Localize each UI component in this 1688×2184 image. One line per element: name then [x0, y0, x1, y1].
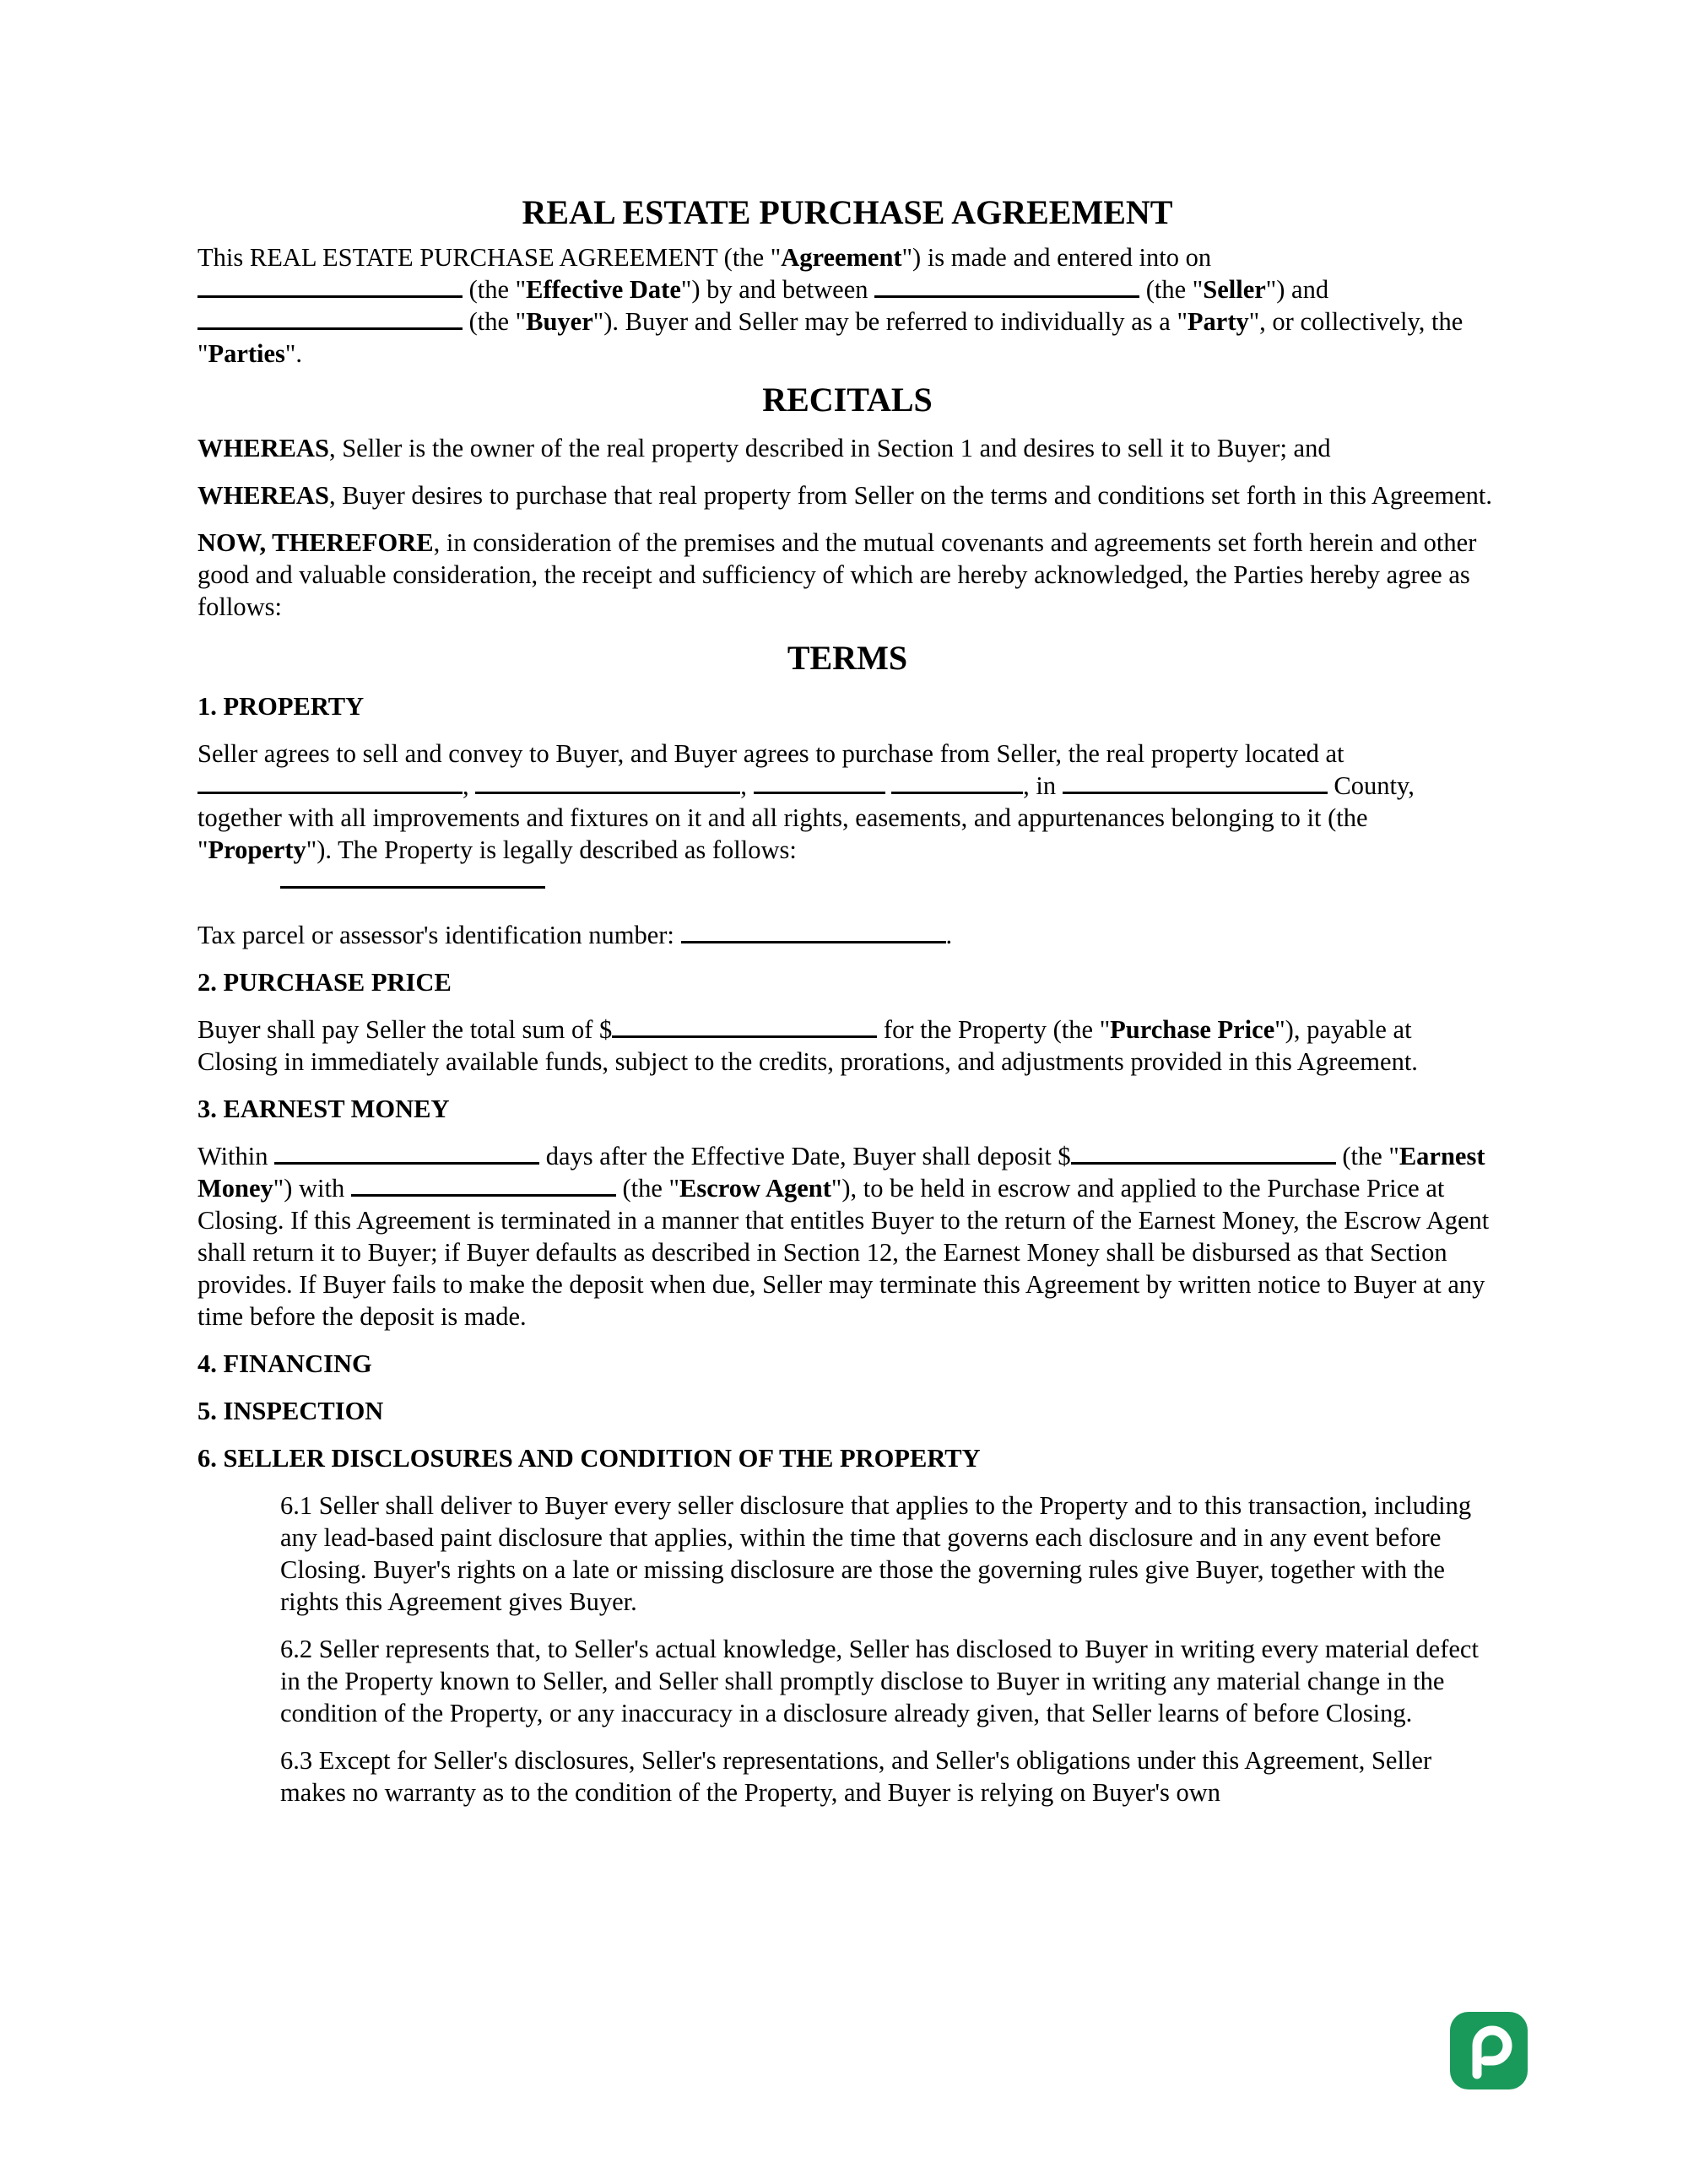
street-address-blank[interactable]	[197, 787, 463, 794]
recitals-heading: RECITALS	[762, 381, 933, 419]
term-earnest-money: Earnest Money	[197, 1142, 1485, 1203]
section-1-body	[197, 738, 1497, 866]
section-text: Tax parcel or assessor's identification number:	[197, 921, 681, 949]
section-text: (the "	[615, 1174, 680, 1203]
section-4-heading	[197, 1348, 1497, 1380]
section-6-heading	[197, 1442, 1497, 1474]
pandadoc-logo-icon	[1450, 2012, 1528, 2089]
section-1-heading	[197, 690, 1497, 722]
section-number: 5	[197, 1397, 211, 1425]
section-5-heading	[197, 1395, 1497, 1427]
tax-parcel-line	[197, 919, 1497, 951]
effective-date-blank[interactable]	[197, 290, 463, 298]
section-text: Seller agrees to sell and convey to Buyer, and Buyer agrees to purchase from Seller, the real property located at	[197, 739, 1344, 768]
section-number: 4	[197, 1349, 211, 1378]
recital-lead: NOW, THEREFORE	[197, 528, 434, 557]
buyer-name-blank[interactable]	[197, 322, 463, 330]
intro-text: ") by and between	[680, 275, 875, 304]
clause-6-1: 6.1 Seller shall deliver to Buyer every seller disclosure that applies to the Property and to this transaction, including any lead-based paint disclosure that applies, within the time that governs each disclosure and in any event before Closing. Buyer's rights on a late or missing disclosure are those the governing rules give Buyer, together with the rights this Agreement gives Buyer.	[280, 1491, 1472, 1616]
section-text: Buyer shall pay Seller the total sum of $	[197, 1015, 613, 1044]
intro-text: (the "	[1139, 275, 1204, 304]
section-3-heading	[197, 1093, 1497, 1125]
section-text: Within	[197, 1142, 275, 1170]
intro-paragraph	[197, 241, 1497, 370]
section-text: "). The Property is legally described as follows:	[306, 835, 797, 864]
terms-heading: TERMS	[787, 639, 908, 677]
separator: , in	[1023, 771, 1063, 800]
zip-blank[interactable]	[891, 787, 1023, 794]
section-title: . SELLER DISCLOSURES AND CONDITION OF THE PROPERTY	[210, 1444, 981, 1473]
intro-term-seller: Seller	[1203, 275, 1266, 304]
recital-text: , Buyer desires to purchase that real property from Seller on the terms and conditions set forth in this Agreement.	[328, 481, 1493, 510]
state-blank[interactable]	[754, 787, 885, 794]
section-number: 3	[197, 1095, 211, 1123]
section-title: . EARNEST MONEY	[210, 1095, 450, 1123]
recital-1	[197, 432, 1497, 464]
intro-term-effective-date: Effective Date	[526, 275, 681, 304]
deposit-days-blank[interactable]	[274, 1157, 539, 1165]
recital-3	[197, 527, 1497, 623]
separator: .	[945, 921, 953, 949]
section-title: . INSPECTION	[210, 1397, 384, 1425]
intro-term-party: Party	[1187, 307, 1249, 336]
separator: ,	[740, 771, 754, 800]
document-page	[197, 192, 1497, 1824]
tax-parcel-blank[interactable]	[681, 936, 946, 943]
separator: ,	[463, 771, 476, 800]
city-blank[interactable]	[475, 787, 740, 794]
intro-text: ".	[284, 339, 302, 368]
section-title: . PURCHASE PRICE	[210, 968, 452, 997]
recital-lead: WHEREAS	[197, 481, 329, 510]
document-title: REAL ESTATE PURCHASE AGREEMENT	[522, 193, 1173, 231]
seller-name-blank[interactable]	[874, 290, 1139, 298]
recital-2	[197, 479, 1497, 511]
section-title: . FINANCING	[210, 1349, 372, 1378]
section-text: (the "	[1335, 1142, 1399, 1170]
section-text: "), payable at Closing in immediately available funds, subject to the credits, prorations, and adjustments provided in this Agreement.	[197, 1015, 1418, 1076]
intro-text: ") and	[1265, 275, 1329, 304]
section-number: 6	[197, 1444, 211, 1473]
section-number: 2	[197, 968, 211, 997]
intro-text: ", or collectively, the "	[197, 307, 1463, 368]
section-text: ") with	[273, 1174, 351, 1203]
intro-text: This REAL ESTATE PURCHASE AGREEMENT (the "	[197, 243, 782, 272]
intro-text: ") is made and entered into on	[901, 243, 1212, 272]
term-purchase-price: Purchase Price	[1110, 1015, 1275, 1044]
term-escrow-agent: Escrow Agent	[679, 1174, 831, 1203]
term-property: Property	[208, 835, 306, 864]
section-text: County, together with all improvements and fixtures on it and all rights, easements, and appurtenances belonging to it (the "	[197, 771, 1415, 864]
section-3-body	[197, 1140, 1497, 1333]
clause-6-2: 6.2 Seller represents that, to Seller's actual knowledge, Seller has disclosed to Buyer in writing every material defect in the Property known to Seller, and Seller shall promptly disclose to Buyer in writing any material change in the condition of the Property, or any inaccuracy in a disclosure already given, that Seller learns of before Closing.	[280, 1635, 1479, 1727]
section-text: days after the Effective Date, Buyer shall deposit $	[539, 1142, 1071, 1170]
escrow-agent-blank[interactable]	[351, 1189, 616, 1197]
intro-text: "). Buyer and Seller may be referred to individually as a "	[592, 307, 1188, 336]
intro-text: (the "	[463, 275, 527, 304]
section-2-body	[197, 1014, 1497, 1078]
recital-text: , in consideration of the premises and the mutual covenants and agreements set forth herein and other good and valuable consideration, the receipt and sufficiency of which are hereby acknowledged, the Parties hereby agree as follows:	[197, 528, 1477, 621]
intro-term-agreement: Agreement	[781, 243, 902, 272]
deposit-amount-blank[interactable]	[1071, 1157, 1336, 1165]
clause-6-3: 6.3 Except for Seller's disclosures, Seller's representations, and Seller's obligations under this Agreement, Seller makes no warranty as to the condition of the Property, and Buyer is relying on Buyer's own	[280, 1746, 1432, 1807]
section-2-heading	[197, 966, 1497, 998]
intro-term-parties: Parties	[208, 339, 285, 368]
county-blank[interactable]	[1063, 787, 1328, 794]
recital-text: , Seller is the owner of the real property described in Section 1 and desires to sell it to Buyer; and	[328, 434, 1331, 462]
section-text: for the Property (the "	[877, 1015, 1111, 1044]
section-title: . PROPERTY	[210, 692, 365, 721]
purchase-price-blank[interactable]	[612, 1030, 877, 1038]
section-text: "), to be held in escrow and applied to the Purchase Price at Closing. If this Agreement is terminated in a manner that entitles Buyer to the return of the Earnest Money, the Escrow Agent shall return it to Buyer; if Buyer defaults as described in Section 12, the Earnest Money shall be disbursed as that Section provides. If Buyer fails to make the deposit when due, Seller may terminate this Agreement by written notice to Buyer at any time before the deposit is made.	[197, 1174, 1490, 1331]
logo-glyph	[1450, 2012, 1528, 2089]
section-number: 1	[197, 692, 211, 721]
recital-lead: WHEREAS	[197, 434, 329, 462]
intro-term-buyer: Buyer	[526, 307, 593, 336]
legal-description-blank[interactable]	[280, 879, 545, 889]
intro-text: (the "	[463, 307, 527, 336]
